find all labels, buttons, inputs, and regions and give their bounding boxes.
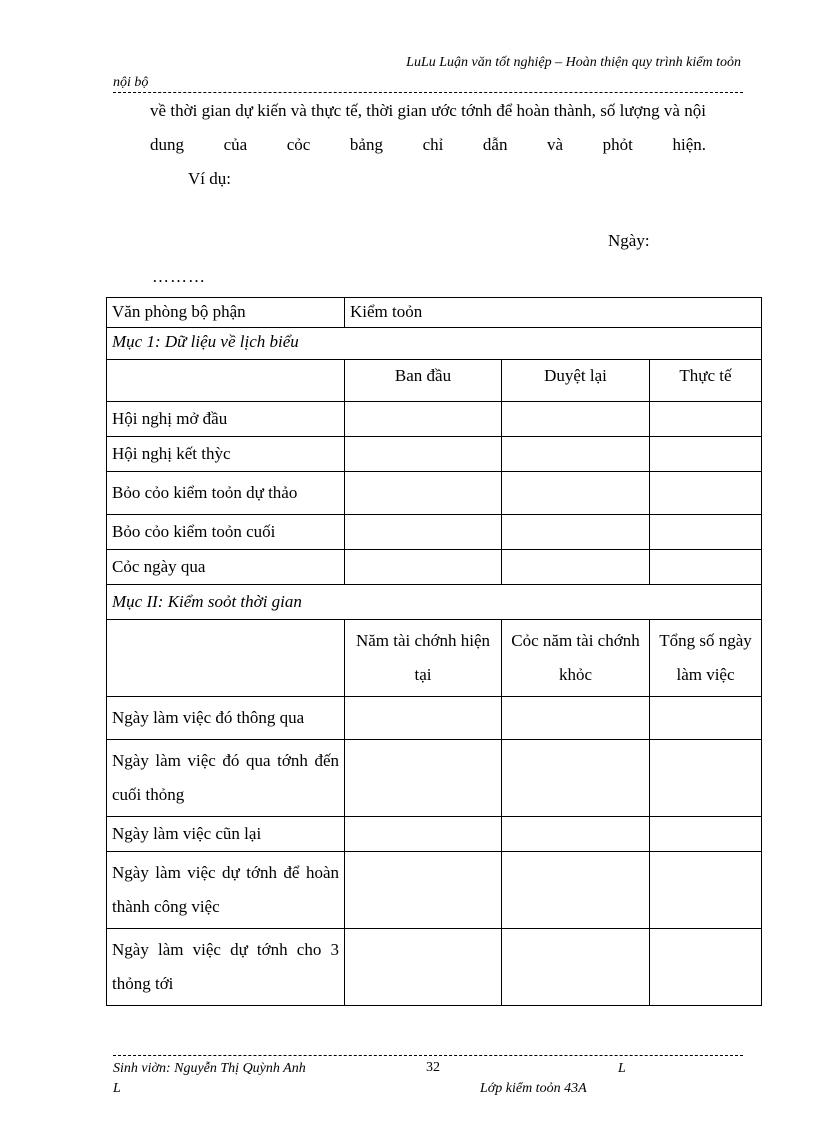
cell-empty [345, 402, 502, 437]
section-2-header-row [107, 620, 762, 697]
cell-empty [502, 817, 650, 852]
table-row [107, 740, 762, 817]
footer-mark-left: L [113, 1081, 121, 1096]
audit-schedule-form [106, 297, 762, 1006]
class-name: Lớp kiểm toỏn 43A [480, 1081, 587, 1096]
table-row [107, 472, 762, 515]
cell-empty [650, 402, 762, 437]
table-row [107, 697, 762, 740]
date-label: Ngày: [608, 231, 650, 250]
cell-empty [650, 437, 762, 472]
table-row [107, 550, 762, 585]
cell-empty [650, 852, 762, 929]
header-other-fiscal-years: Cỏc năm tài chớnh khỏc [502, 620, 650, 697]
cell-empty [650, 550, 762, 585]
header-total-work-days: Tổng số ngày làm việc [650, 620, 762, 697]
running-header [113, 52, 743, 94]
cell-empty [502, 472, 650, 515]
header-title-continued: nội bộ [113, 75, 149, 90]
page-number: 32 [426, 1060, 440, 1075]
section-2-title-row [107, 585, 762, 620]
cell-empty [502, 437, 650, 472]
cell-empty [650, 697, 762, 740]
cell-empty [650, 817, 762, 852]
cell-empty [345, 740, 502, 817]
cell-empty [345, 437, 502, 472]
cell-empty [502, 402, 650, 437]
section-1-header-blank [107, 360, 345, 402]
table-row [107, 817, 762, 852]
header-current-fiscal-year: Năm tài chớnh hiện tại [345, 620, 502, 697]
section-2-title: Mục II: Kiểm soỏt thời gian [107, 585, 762, 620]
office-row [107, 298, 762, 328]
cell-empty [502, 740, 650, 817]
cell-empty [650, 740, 762, 817]
row-label: Ngày làm việc đó qua tớnh đến cuối thỏng [107, 740, 345, 817]
header-divider [113, 92, 743, 93]
date-dots: ……… [152, 267, 206, 286]
header-actual: Thực tế [650, 360, 762, 402]
cell-empty [345, 472, 502, 515]
cell-empty [650, 472, 762, 515]
cell-empty [345, 550, 502, 585]
cell-empty [502, 929, 650, 1006]
office-value: Kiểm toỏn [345, 298, 762, 328]
section-2-header-blank [107, 620, 345, 697]
intro-paragraph: về thời gian dự kiến và thực tế, thời gian ước tớnh để hoàn thành, số lượng và nội dung của cỏc bảng chỉ dẫn và phỏt hiện. [150, 101, 706, 154]
cell-empty [650, 929, 762, 1006]
cell-empty [345, 697, 502, 740]
header-revised: Duyệt lại [502, 360, 650, 402]
cell-empty [502, 697, 650, 740]
footer-divider [113, 1055, 743, 1056]
row-label: Hội nghị mở đầu [107, 402, 345, 437]
row-label: Bỏo cỏo kiểm toỏn dự thảo [107, 472, 345, 515]
table-row [107, 852, 762, 929]
section-1-header-row [107, 360, 762, 402]
row-label: Ngày làm việc đó thông qua [107, 697, 345, 740]
section-1-title: Mục 1: Dữ liệu về lịch biểu [107, 328, 762, 360]
cell-empty [345, 852, 502, 929]
example-label: Ví dụ: [188, 169, 231, 188]
section-1-title-row [107, 328, 762, 360]
cell-empty [502, 550, 650, 585]
header-initial: Ban đầu [345, 360, 502, 402]
table-row [107, 402, 762, 437]
row-label: Cỏc ngày qua [107, 550, 345, 585]
row-label: Ngày làm việc cũn lại [107, 817, 345, 852]
table-row [107, 929, 762, 1006]
row-label: Ngày làm việc dự tớnh để hoàn thành công việc [107, 852, 345, 929]
row-label: Ngày làm việc dự tớnh cho 3 thỏng tới [107, 929, 345, 1006]
table-row [107, 515, 762, 550]
body-text [150, 94, 706, 196]
cell-empty [502, 852, 650, 929]
table-row [107, 437, 762, 472]
cell-empty [345, 817, 502, 852]
student-name: Sinh viờn: Nguyễn Thị Quỳnh Anh [113, 1061, 306, 1076]
footer-mark-right: L [618, 1061, 626, 1076]
cell-empty [345, 929, 502, 1006]
row-label: Bỏo cỏo kiểm toỏn cuối [107, 515, 345, 550]
header-title: LuLu Luận văn tốt nghiệp – Hoàn thiện quy trình kiểm toỏn [406, 55, 741, 70]
cell-empty [502, 515, 650, 550]
cell-empty [650, 515, 762, 550]
office-label: Văn phòng bộ phận [107, 298, 345, 328]
row-label: Hội nghị kết thỳc [107, 437, 345, 472]
cell-empty [345, 515, 502, 550]
